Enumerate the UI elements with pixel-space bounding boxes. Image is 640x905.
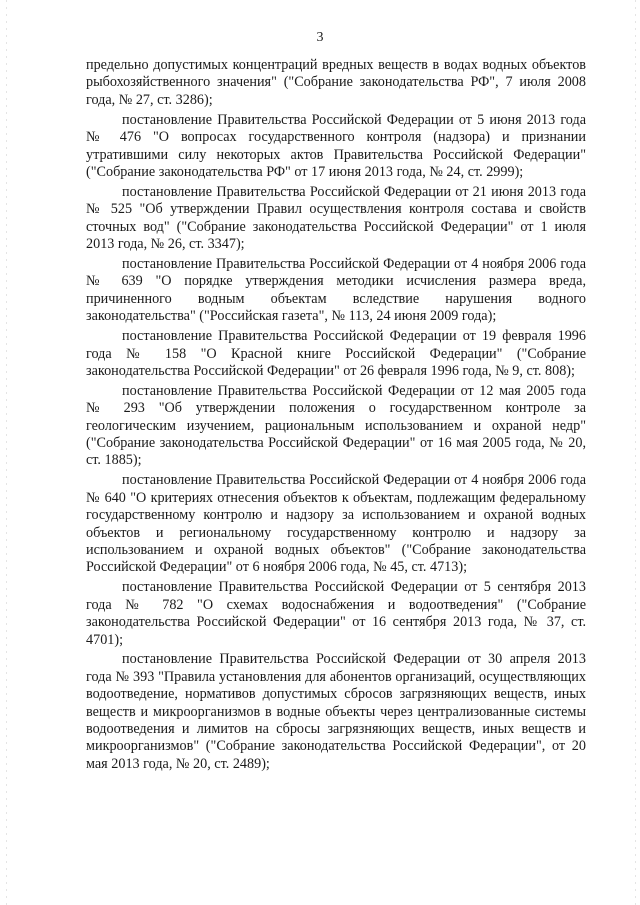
paragraph-4: постановление Правительства Российской Федерации от 4 ноября 2006 года № 639 "О порядке утверждения методики исчисления размера вреда, причиненного водным объектам вследствие нарушения водного законодательства" ("Российская газета", № 113, 24 июня 2009 года); <box>86 255 586 325</box>
paragraph-7: постановление Правительства Российской Федерации от 4 ноября 2006 года № 640 "О критериях отнесения объектов к объектам, подлежащим федеральному государственному контролю и надзору за использованием и охраной водных объектов и региональному государственному контролю и надзору за использованием и охраной водных объектов" ("Собрание законодательства Российской Федерации" от 6 ноября 2006 года, № 45, ст. 4713); <box>86 472 586 576</box>
paragraph-6: постановление Правительства Российской Федерации от 12 мая 2005 года № 293 "Об утверждении положения о государственном контроле за геологическим изучением, рациональным использованием и охраной недр" ("Собрание законодательства Российской Федерации" от 16 мая 2005 года, № 20, ст. 1885); <box>86 382 586 469</box>
paragraph-8: постановление Правительства Российской Федерации от 5 сентября 2013 года № 782 "О схемах водоснабжения и водоотведения" ("Собрание законодательства Российской Федерации" от 16 сентября 2013 года, № 37, ст. 4701); <box>86 579 586 648</box>
paragraph-1: предельно допустимых концентраций вредных веществ в водах водных объектов рыбохозяйственного значения" ("Собрание законодательства РФ", 7 июля 2008 года, № 27, ст. 3286); <box>86 57 586 108</box>
scan-edge-left <box>6 0 7 905</box>
document-body <box>86 57 586 776</box>
page-number: 3 <box>316 30 324 45</box>
paragraph-2: постановление Правительства Российской Федерации от 5 июня 2013 года № 476 "О вопросах государственного контроля (надзора) и признании утратившими силу некоторых актов Правительства Российской Федерации" ("Собрание законодательства РФ" от 17 июня 2013 года, № 24, ст. 2999); <box>86 111 586 180</box>
scan-edge-right <box>635 0 636 905</box>
paragraph-5: постановление Правительства Российской Федерации от 19 февраля 1996 года № 158 "О Красной книге Российской Федерации" ("Собрание законодательства Российской Федерации" от 26 февраля 1996 года, № 9, ст. 808); <box>86 328 586 379</box>
paragraph-3: постановление Правительства Российской Федерации от 21 июня 2013 года № 525 "Об утверждении Правил осуществления контроля состава и свойств сточных вод" ("Собрание законодательства Российской Федерации" от 1 июля 2013 года, № 26, ст. 3347); <box>86 183 586 253</box>
paragraph-9: постановление Правительства Российской Федерации от 30 апреля 2013 года № 393 "Правила установления для абонентов организаций, осуществляющих водоотведение, нормативов допустимых сбросов загрязняющих веществ, иных веществ и микроорганизмов в водные объекты через централизованные системы водоотведения и лимитов на сбросы загрязняющих веществ, иных веществ и микроорганизмов" ("Собрание законодательства Российской Федерации", от 20 мая 2013 года, № 20, ст. 2489); <box>86 651 586 772</box>
